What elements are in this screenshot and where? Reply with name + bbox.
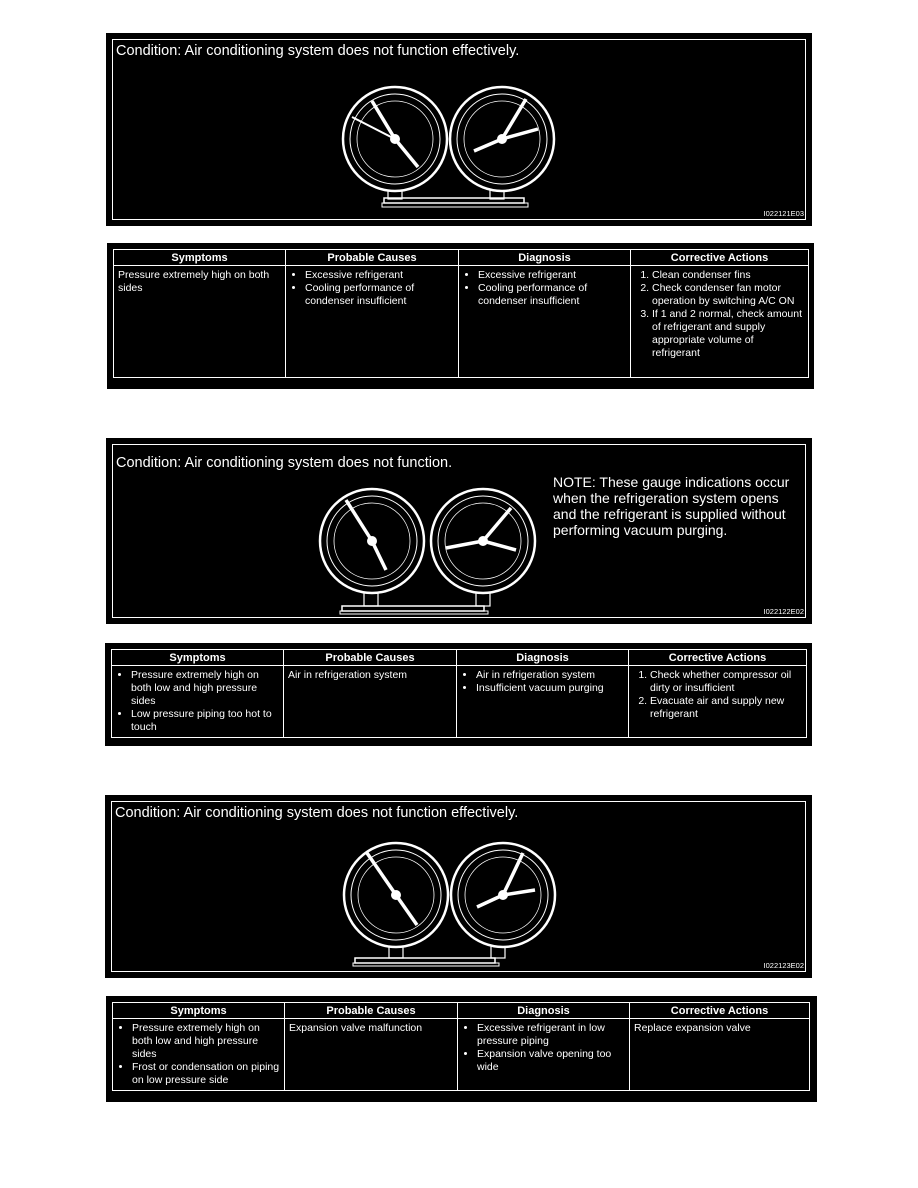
figure-code: I022122E02 [763,607,804,616]
header-diagnosis: Diagnosis [458,1003,630,1019]
low-pressure-gauge [320,489,424,593]
diagnosis-table-3 [106,996,817,1102]
symptoms-cell [113,1019,285,1091]
header-diagnosis: Diagnosis [459,250,631,266]
symptoms-cell [114,266,286,378]
gauge-figure-1 [106,33,812,226]
list-item: • Cooling performance of condenser insufficient [305,282,454,308]
header-actions: Corrective Actions [630,1003,810,1019]
cause-text: Expansion valve malfunction [289,1022,423,1034]
list-item: • Cooling performance of condenser insufficient [478,282,626,308]
header-causes: Probable Causes [286,250,459,266]
causes-cell [286,266,459,378]
high-pressure-gauge [431,489,535,593]
diagnosis-cell [457,666,629,738]
header-causes: Probable Causes [285,1003,458,1019]
list-item: • Low pressure piping too hot to touch [131,708,279,734]
list-item: • Excessive refrigerant in low pressure piping [477,1022,625,1048]
header-causes: Probable Causes [284,650,457,666]
list-item: • Insufficient vacuum purging [476,682,624,695]
condition-text: Condition: Air conditioning system does not function. [116,455,453,471]
list-item: • Air in refrigeration system [476,669,624,682]
list-item: 3. If 1 and 2 normal, check amount of refrigerant and supply appropriate volume of refrigerant [652,308,804,360]
diagnosis-cell [458,1019,630,1091]
header-symptoms: Symptoms [113,1003,285,1019]
symptoms-cell [112,666,284,738]
list-item: • Frost or condensation on piping on low pressure side [132,1061,280,1087]
list-item: 1. Clean condenser fins [652,269,804,282]
condition-text: Condition: Air conditioning system does not function effectively. [116,43,520,59]
diagnosis-table-1 [107,243,814,389]
low-pressure-gauge [344,843,448,947]
list-item: • Excessive refrigerant [305,269,454,282]
diagnosis-table-2 [105,643,812,746]
note-text: NOTE: These gauge indications occur when the refrigeration system opens and the refrigerant is supplied without performing vacuum purging. [553,474,790,538]
cause-text: Air in refrigeration system [288,669,408,681]
list-item: • Pressure extremely high on both low and high pressure sides [132,1022,280,1061]
manifold-gauges-illustration [106,33,812,226]
header-actions: Corrective Actions [629,650,807,666]
actions-cell [630,1019,810,1091]
diagnosis-cell [459,266,631,378]
actions-cell [629,666,807,738]
figure-code: I022123E02 [763,961,804,970]
header-actions: Corrective Actions [631,250,809,266]
causes-cell [284,666,457,738]
header-symptoms: Symptoms [114,250,286,266]
manifold-gauges-illustration [105,795,812,978]
list-item: 1. Check whether compressor oil dirty or insufficient [650,669,802,695]
header-symptoms: Symptoms [112,650,284,666]
list-item: • Expansion valve opening too wide [477,1048,625,1074]
causes-cell [285,1019,458,1091]
list-item: • Excessive refrigerant [478,269,626,282]
gauge-figure-2 [106,438,812,624]
figure-code: I022121E03 [763,209,804,218]
high-pressure-gauge [450,87,554,191]
condition-text: Condition: Air conditioning system does not function effectively. [115,805,519,821]
high-pressure-gauge [451,843,555,947]
list-item: 2. Evacuate air and supply new refrigerant [650,695,802,721]
list-item: 2. Check condenser fan motor operation by switching A/C ON [652,282,804,308]
symptom-text: Pressure extremely high on both sides [118,269,270,294]
action-text: Replace expansion valve [634,1022,751,1034]
header-diagnosis: Diagnosis [457,650,629,666]
low-pressure-gauge [343,87,447,191]
actions-cell [631,266,809,378]
list-item: • Pressure extremely high on both low and high pressure sides [131,669,279,708]
gauge-figure-3 [105,795,812,978]
